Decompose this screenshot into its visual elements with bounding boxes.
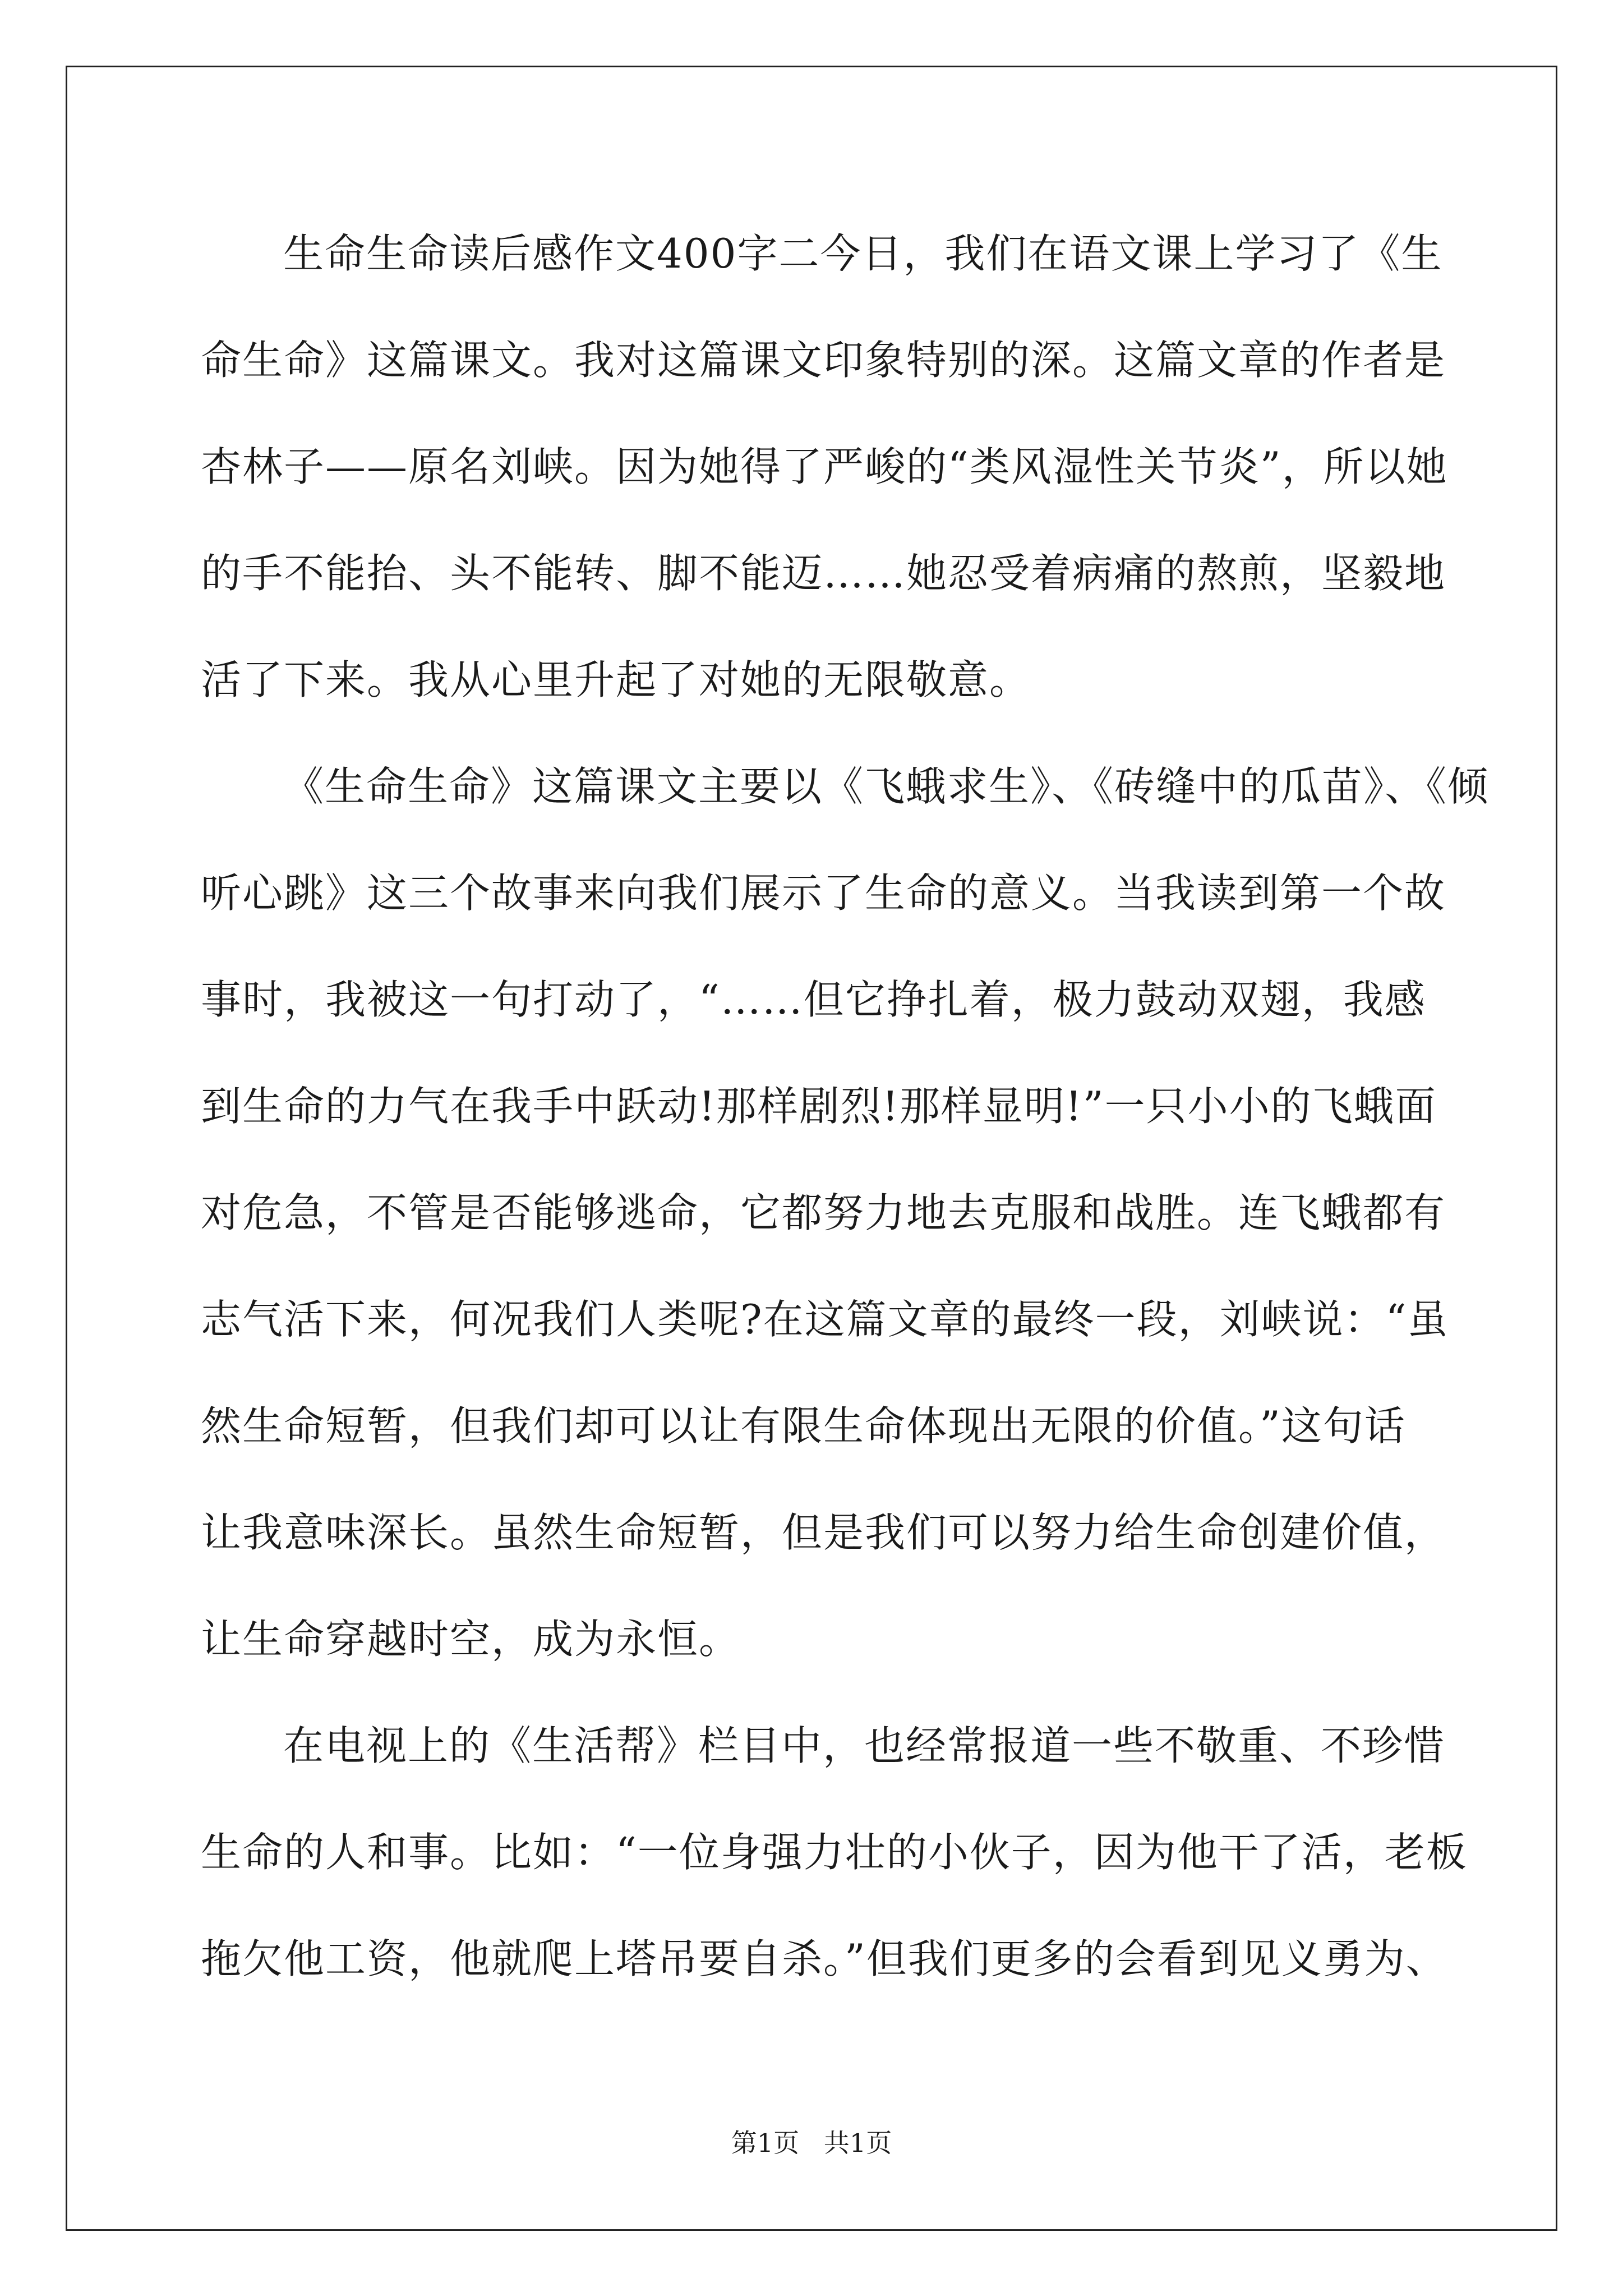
page-number: 第1页 共1页: [731, 2128, 892, 2158]
text-line: 志气活下来，何况我们人类呢?在这篇文章的最终一段，刘峡说：“虽: [201, 1296, 1449, 1343]
text-line: 在电视上的《生活帮》栏目中，也经常报道一些不敬重、不珍惜: [283, 1722, 1446, 1769]
text-line: 杏林子——原名刘峡。因为她得了严峻的“类风湿性关节炎”，所以她: [201, 443, 1448, 490]
text-line: 《生命生命》这篇课文主要以《飞蛾求生》、《砖缝中的瓜苗》、《倾: [283, 763, 1490, 810]
text-line: 的手不能抬、头不能转、脚不能迈……她忍受着病痛的熬煎，坚毅地: [201, 550, 1446, 597]
text-line: 拖欠他工资，他就爬上塔吊要自杀。”但我们更多的会看到见义勇为、: [201, 1935, 1447, 1982]
text-line: 对危急，不管是否能够逃命，它都努力地去克服和战胜。连飞蛾都有: [201, 1189, 1446, 1236]
text-line: 命生命》这篇课文。我对这篇课文印象特别的深。这篇文章的作者是: [201, 337, 1446, 384]
text-line: 然生命短暂，但我们却可以让有限生命体现出无限的价值。”这句话: [201, 1402, 1406, 1450]
text-line: 到生命的力气在我手中跃动!那样剧烈!那样显明!”一只小小的飞蛾面: [201, 1083, 1437, 1130]
text-line: 生命生命读后感作文400字二今日，我们在语文课上学习了《生: [283, 230, 1443, 277]
text-line: 事时，我被这一句打动了，“……但它挣扎着，极力鼓动双翅，我感: [201, 976, 1426, 1023]
text-line: 听心跳》这三个故事来向我们展示了生命的意义。当我读到第一个故: [201, 869, 1446, 917]
text-line: 让我意味深长。虽然生命短暂，但是我们可以努力给生命创建价值，: [201, 1509, 1446, 1556]
text-line: 让生命穿越时空，成为永恒。: [201, 1616, 741, 1663]
text-line: 活了下来。我从心里升起了对她的无限敬意。: [201, 656, 1031, 703]
text-line: 生命的人和事。比如：“一位身强力壮的小伙子，因为他干了活，老板: [201, 1829, 1468, 1876]
